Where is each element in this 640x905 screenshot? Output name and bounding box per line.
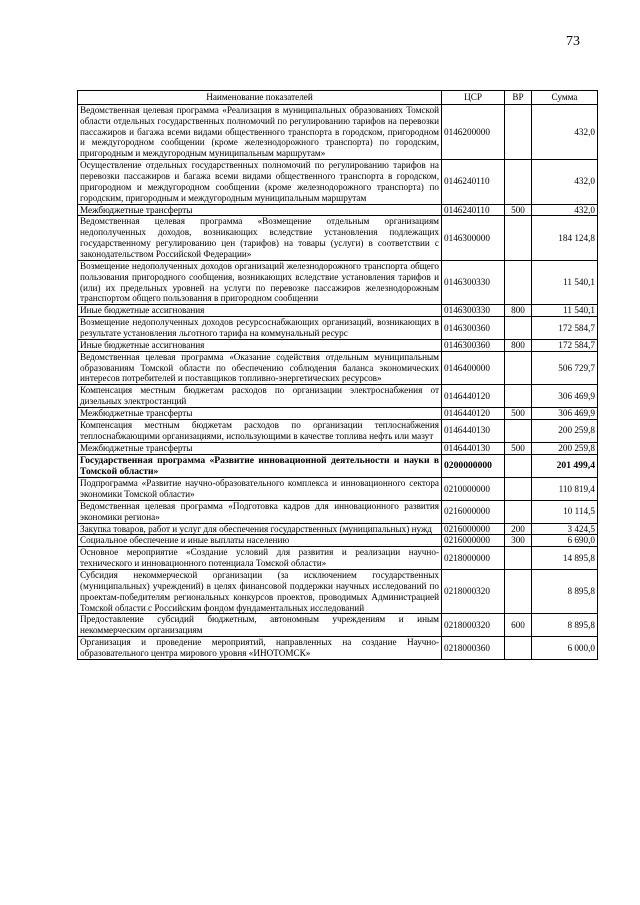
row-name: Предоставление субсидий бюджетным, автономным учреждениям и иным некоммерческим организациям	[78, 614, 442, 637]
row-csr: 0216000000	[442, 535, 505, 547]
row-vr: 300	[505, 535, 532, 547]
row-vr: 800	[505, 339, 532, 351]
table-row	[78, 419, 598, 442]
row-csr: 0146300330	[442, 305, 505, 317]
row-sum: 8 895,8	[532, 570, 598, 614]
table-row	[78, 385, 598, 408]
row-sum: 200 259,8	[532, 419, 598, 442]
row-sum: 6 690,0	[532, 535, 598, 547]
row-vr	[505, 104, 532, 159]
row-sum: 201 499,4	[532, 454, 598, 478]
row-vr	[505, 454, 532, 478]
table-row	[78, 478, 598, 501]
row-csr: 0146440130	[442, 442, 505, 454]
row-csr: 0216000000	[442, 523, 505, 535]
row-name: Субсидия некоммерческой организации (за исключением государственных (муниципальных) учреждений) в целях финансовой поддержки научных исследований по проектам-победителям региональных конкурсов проектов, проводимых Администрацией Томской области с Российским фондом фундаментальных исследований	[78, 570, 442, 614]
table-row	[78, 317, 598, 340]
row-csr: 0146240110	[442, 160, 505, 204]
row-name: Подпрограмма «Развитие научно-образовательного комплекса и инновационного сектора экономики Томской области»	[78, 478, 442, 501]
row-name: Ведомственная целевая программа «Реализация в муниципальных образованиях Томской области отдельных государственных полномочий по регулированию тарифов на перевозки пассажиров и багажа всеми видами общественного транспорта в городском, пригородном и междугородном сообщении (кроме железнодорожного транспорта) по городским, пригородным и междугородным муниципальным маршрутам»	[78, 104, 442, 159]
row-name: Социальное обеспечение и иные выплаты населению	[78, 535, 442, 547]
table-row	[78, 547, 598, 570]
row-name: Иные бюджетные ассигнования	[78, 305, 442, 317]
row-vr	[505, 351, 532, 385]
row-vr	[505, 547, 532, 570]
table-row	[78, 454, 598, 478]
table-row	[78, 104, 598, 159]
row-name: Возмещение недополученных доходов организаций железнодорожного транспорта общего пользования пригородного сообщения, возникающих вследствие установления тарифов и (или) их предельных уровней на услуги по перевозке пассажиров железнодорожным транспортом общего пользования в пригородном сообщении	[78, 260, 442, 304]
row-sum: 200 259,8	[532, 442, 598, 454]
row-sum: 8 895,8	[532, 614, 598, 637]
row-csr: 0210000000	[442, 478, 505, 501]
row-vr	[505, 637, 532, 660]
row-csr: 0146240110	[442, 204, 505, 216]
row-name: Ведомственная целевая программа «Подготовка кадров для инновационного развития экономики региона»	[78, 500, 442, 523]
row-name: Межбюджетные трансферты	[78, 204, 442, 216]
row-sum: 506 729,7	[532, 351, 598, 385]
row-sum: 432,0	[532, 160, 598, 204]
row-vr	[505, 216, 532, 260]
row-name: Ведомственная целевая программа «Оказание содействия отдельным муниципальным образованиям Томской области по обеспечению соблюдения баланса экономических интересов потребителей и поставщиков топливно-энергетических ресурсов»	[78, 351, 442, 385]
budget-table	[77, 90, 598, 660]
row-vr	[505, 317, 532, 340]
row-name: Компенсация местным бюджетам расходов по организации теплоснабжения теплоснабжающими организациями, использующими в качестве топлива нефть или мазут	[78, 419, 442, 442]
header-csr: ЦСР	[442, 91, 505, 105]
row-csr: 0218000320	[442, 614, 505, 637]
row-sum: 3 424,5	[532, 523, 598, 535]
row-name: Ведомственная целевая программа «Возмещение отдельным организациям недополученных доходов, возникающих вследствие установления подлежащих государственному регулированию цен (тарифов) на товары (услуги) в соответствии с законодательством Российской Федерации»	[78, 216, 442, 260]
row-name: Осуществление отдельных государственных полномочий по регулированию тарифов на перевозки пассажиров и багажа всеми видами общественного транспорта в городском, пригородном и междугородном сообщении (кроме железнодорожного транспорта) по городским, пригородным и междугородным муниципальным маршрутам	[78, 160, 442, 204]
row-csr: 0218000360	[442, 637, 505, 660]
row-csr: 0218000000	[442, 547, 505, 570]
row-sum: 10 114,5	[532, 500, 598, 523]
row-vr	[505, 478, 532, 501]
row-name: Иные бюджетные ассигнования	[78, 339, 442, 351]
row-vr	[505, 419, 532, 442]
page-number: 73	[566, 34, 580, 49]
row-vr: 800	[505, 305, 532, 317]
row-vr: 600	[505, 614, 532, 637]
row-csr: 0146440120	[442, 408, 505, 420]
row-sum: 6 000,0	[532, 637, 598, 660]
table-row	[78, 523, 598, 535]
row-name: Основное мероприятие «Создание условий для развития и реализации научно-технического и инновационного потенциала Томской области»	[78, 547, 442, 570]
row-csr: 0146300360	[442, 339, 505, 351]
table-row	[78, 204, 598, 216]
header-vr: ВР	[505, 91, 532, 105]
row-name: Компенсация местным бюджетам расходов по организации электроснабжения от дизельных электростанций	[78, 385, 442, 408]
table-row	[78, 351, 598, 385]
table-row	[78, 500, 598, 523]
header-sum: Сумма	[532, 91, 598, 105]
row-csr: 0146440120	[442, 385, 505, 408]
header-name: Наименование показателей	[78, 91, 442, 105]
table-row	[78, 260, 598, 304]
row-csr: 0146300360	[442, 317, 505, 340]
row-name: Возмещение недополученных доходов ресурсоснабжающих организаций, возникающих в результате установления льготного тарифа на коммунальный ресурс	[78, 317, 442, 340]
row-csr: 0146300000	[442, 216, 505, 260]
row-vr	[505, 385, 532, 408]
table-row	[78, 339, 598, 351]
row-csr: 0146440130	[442, 419, 505, 442]
row-name: Межбюджетные трансферты	[78, 408, 442, 420]
row-name: Организация и проведение мероприятий, направленных на создание Научно-образовательного центра мирового уровня «ИНОТОМСК»	[78, 637, 442, 660]
row-csr: 0146300330	[442, 260, 505, 304]
row-csr: 0216000000	[442, 500, 505, 523]
row-sum: 172 584,7	[532, 339, 598, 351]
row-csr: 0146200000	[442, 104, 505, 159]
row-sum: 432,0	[532, 104, 598, 159]
row-sum: 14 895,8	[532, 547, 598, 570]
table-row	[78, 570, 598, 614]
row-sum: 110 819,4	[532, 478, 598, 501]
row-vr	[505, 570, 532, 614]
table-header-row	[78, 91, 598, 105]
table-row	[78, 305, 598, 317]
row-csr: 0200000000	[442, 454, 505, 478]
row-vr	[505, 160, 532, 204]
row-sum: 11 540,1	[532, 305, 598, 317]
row-name: Закупка товаров, работ и услуг для обеспечения государственных (муниципальных) нужд	[78, 523, 442, 535]
row-vr: 500	[505, 442, 532, 454]
row-vr: 500	[505, 408, 532, 420]
row-sum: 11 540,1	[532, 260, 598, 304]
row-name: Государственная программа «Развитие инновационной деятельности и науки в Томской области»	[78, 454, 442, 478]
row-sum: 432,0	[532, 204, 598, 216]
row-csr: 0218000320	[442, 570, 505, 614]
table-row	[78, 614, 598, 637]
row-sum: 172 584,7	[532, 317, 598, 340]
table-row	[78, 160, 598, 204]
row-vr	[505, 500, 532, 523]
table-row	[78, 535, 598, 547]
row-name: Межбюджетные трансферты	[78, 442, 442, 454]
table-row	[78, 216, 598, 260]
row-vr: 200	[505, 523, 532, 535]
row-sum: 306 469,9	[532, 385, 598, 408]
row-vr: 500	[505, 204, 532, 216]
row-sum: 184 124,8	[532, 216, 598, 260]
table-row	[78, 442, 598, 454]
row-sum: 306 469,9	[532, 408, 598, 420]
table-row	[78, 408, 598, 420]
row-csr: 0146400000	[442, 351, 505, 385]
table-row	[78, 637, 598, 660]
row-vr	[505, 260, 532, 304]
